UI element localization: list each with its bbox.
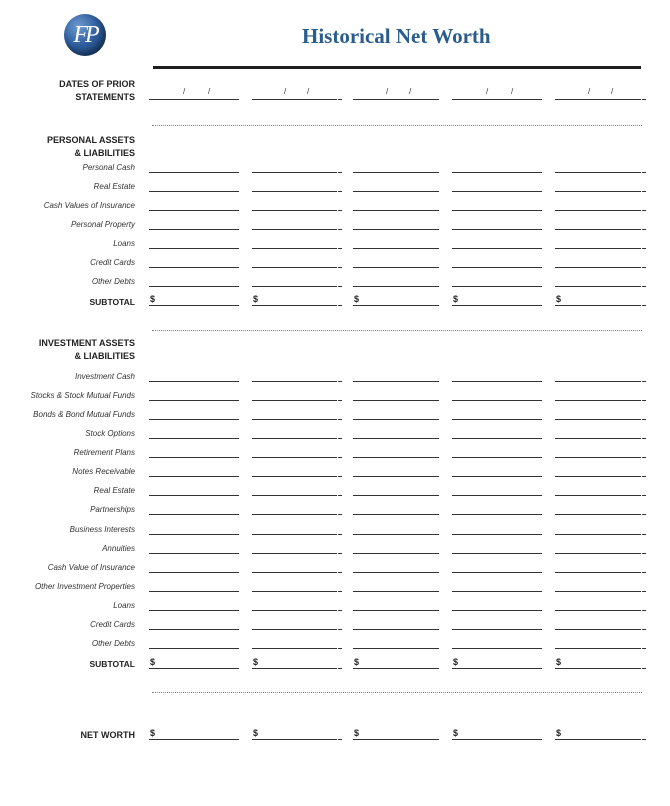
personal-subtotal-field-col5-tick (642, 305, 646, 306)
personal-row-field-col4[interactable] (452, 267, 542, 268)
investment-row-field-col2[interactable] (252, 514, 337, 515)
personal-row-label: Other Debts (91, 277, 135, 286)
investment-row-field-col1[interactable] (149, 457, 239, 458)
investment-row-field-col5-tick (642, 400, 646, 401)
investment-row-field-col3[interactable] (353, 438, 439, 439)
investment-row-field-col5-tick (642, 438, 646, 439)
personal-row-field-col5[interactable] (555, 229, 641, 230)
investment-row-field-col4[interactable] (452, 591, 542, 592)
investment-row-field-col5-tick (642, 534, 646, 535)
investment-row-field-col3[interactable] (353, 629, 439, 630)
personal-row-field-col2-tick (338, 172, 342, 173)
personal-subtotal-currency-col3: $ (354, 294, 360, 304)
personal-subtotal-field-col5[interactable] (555, 305, 641, 306)
investment-row-field-col5-tick (642, 419, 646, 420)
personal-section-heading: PERSONAL ASSETS & LIABILITIES (46, 135, 135, 158)
investment-subtotal-currency-col4: $ (453, 657, 459, 667)
investment-row-label: Real Estate (93, 486, 135, 495)
investment-row-field-col1[interactable] (149, 438, 239, 439)
investment-subtotal-field-col3[interactable] (353, 668, 439, 669)
personal-row-field-col4[interactable] (452, 191, 542, 192)
investment-row-field-col4[interactable] (452, 476, 542, 477)
date-field-col5[interactable] (555, 99, 641, 100)
investment-row-label: Retirement Plans (73, 448, 135, 457)
investment-row-field-col5-tick (642, 610, 646, 611)
personal-row-field-col1[interactable] (149, 267, 239, 268)
personal-row-field-col3[interactable] (353, 267, 439, 268)
investment-row-field-col5[interactable] (555, 495, 641, 496)
investment-row-label: Other Investment Properties (34, 582, 135, 591)
personal-subtotal-field-col1[interactable] (149, 305, 239, 306)
investment-row-label: Annuities (102, 544, 135, 553)
investment-row-label: Business Interests (69, 525, 135, 534)
investment-row-field-col2[interactable] (252, 591, 337, 592)
personal-row-field-col5-tick (642, 172, 646, 173)
investment-row-field-col3[interactable] (353, 553, 439, 554)
personal-row-field-col3[interactable] (353, 210, 439, 211)
investment-row-field-col4[interactable] (452, 572, 542, 573)
personal-subtotal-field-col2-tick (338, 305, 342, 306)
personal-row-field-col4[interactable] (452, 286, 542, 287)
net-worth-currency-col1: $ (150, 728, 156, 738)
investment-row-field-col3[interactable] (353, 610, 439, 611)
personal-row-label: Loans (113, 239, 135, 248)
investment-row-label: Cash Value of Insurance (47, 563, 135, 572)
investment-row-field-col5[interactable] (555, 591, 641, 592)
investment-row-field-col2[interactable] (252, 400, 337, 401)
investment-row-field-col5-tick (642, 553, 646, 554)
personal-row-field-col1[interactable] (149, 210, 239, 211)
net-worth-currency-col5: $ (556, 728, 562, 738)
date-slash: / (284, 87, 287, 96)
investment-row-field-col2[interactable] (252, 648, 337, 649)
personal-row-field-col5[interactable] (555, 286, 641, 287)
date-field-col2[interactable] (252, 99, 337, 100)
investment-row-field-col2-tick (338, 553, 342, 554)
investment-row-field-col3[interactable] (353, 419, 439, 420)
date-slash: / (511, 87, 514, 96)
investment-row-field-col4[interactable] (452, 629, 542, 630)
investment-row-field-col5-tick (642, 381, 646, 382)
investment-row-field-col4[interactable] (452, 553, 542, 554)
investment-row-field-col1[interactable] (149, 648, 239, 649)
investment-row-field-col3[interactable] (353, 648, 439, 649)
investment-row-label: Loans (113, 601, 135, 610)
investment-subtotal-field-col2-tick (338, 668, 342, 669)
dates-label: DATES OF PRIOR STATEMENTS (59, 79, 135, 102)
investment-row-field-col5-tick (642, 514, 646, 515)
investment-row-field-col1[interactable] (149, 591, 239, 592)
personal-row-field-col1[interactable] (149, 172, 239, 173)
date-slash: / (386, 87, 389, 96)
personal-row-field-col2[interactable] (252, 286, 337, 287)
page-title: Historical Net Worth (302, 24, 491, 48)
personal-subtotal-field-col4[interactable] (452, 305, 542, 306)
personal-row-field-col4[interactable] (452, 172, 542, 173)
personal-row-field-col5[interactable] (555, 172, 641, 173)
net-worth-currency-col3: $ (354, 728, 360, 738)
net-worth-field-col4[interactable] (452, 739, 542, 740)
investment-row-field-col2-tick (338, 610, 342, 611)
investment-subtotal-label: SUBTOTAL (89, 659, 135, 669)
personal-subtotal-currency-col5: $ (556, 294, 562, 304)
investment-row-field-col2-tick (338, 495, 342, 496)
investment-row-field-col5[interactable] (555, 610, 641, 611)
date-field-col4[interactable] (452, 99, 542, 100)
investment-row-field-col1[interactable] (149, 629, 239, 630)
investment-row-field-col3[interactable] (353, 534, 439, 535)
personal-row-field-col5-tick (642, 267, 646, 268)
personal-row-field-col3[interactable] (353, 191, 439, 192)
personal-row-field-col3[interactable] (353, 172, 439, 173)
net-worth-field-col2-tick (338, 739, 342, 740)
investment-row-field-col3[interactable] (353, 400, 439, 401)
investment-row-label: Stock Options (85, 429, 135, 438)
investment-row-field-col3[interactable] (353, 381, 439, 382)
investment-row-field-col5-tick (642, 457, 646, 458)
personal-row-label: Personal Property (70, 220, 135, 229)
investment-row-field-col2-tick (338, 591, 342, 592)
personal-row-field-col5-tick (642, 210, 646, 211)
logo-monogram: FP (73, 22, 97, 48)
personal-row-field-col5[interactable] (555, 210, 641, 211)
net-worth-field-col2[interactable] (252, 739, 337, 740)
investment-row-field-col5[interactable] (555, 572, 641, 573)
investment-row-field-col5-tick (642, 495, 646, 496)
personal-row-field-col1[interactable] (149, 229, 239, 230)
personal-row-field-col2[interactable] (252, 229, 337, 230)
investment-row-field-col5[interactable] (555, 457, 641, 458)
personal-row-label: Real Estate (93, 182, 135, 191)
investment-row-field-col2[interactable] (252, 534, 337, 535)
investment-row-field-col2-tick (338, 457, 342, 458)
personal-row-field-col5-tick (642, 229, 646, 230)
date-slash: / (486, 87, 489, 96)
investment-row-field-col4[interactable] (452, 514, 542, 515)
investment-subtotal-currency-col3: $ (354, 657, 360, 667)
investment-row-field-col2[interactable] (252, 610, 337, 611)
date-field-col2-tick (338, 99, 342, 100)
investment-row-field-col2-tick (338, 514, 342, 515)
net-worth-field-col3[interactable] (353, 739, 439, 740)
investment-row-field-col5[interactable] (555, 438, 641, 439)
investment-row-field-col5[interactable] (555, 400, 641, 401)
investment-row-field-col4[interactable] (452, 648, 542, 649)
investment-row-field-col2-tick (338, 572, 342, 573)
investment-row-label: Investment Cash (74, 372, 135, 381)
investment-row-field-col2-tick (338, 419, 342, 420)
investment-row-field-col5[interactable] (555, 629, 641, 630)
personal-row-field-col5[interactable] (555, 191, 641, 192)
personal-row-field-col5-tick (642, 248, 646, 249)
personal-row-field-col2-tick (338, 191, 342, 192)
investment-row-field-col3[interactable] (353, 572, 439, 573)
investment-subtotal-field-col1[interactable] (149, 668, 239, 669)
personal-subtotal-currency-col2: $ (253, 294, 259, 304)
investment-row-field-col4[interactable] (452, 457, 542, 458)
investment-row-field-col2[interactable] (252, 553, 337, 554)
date-slash: / (183, 87, 186, 96)
personal-row-field-col2-tick (338, 210, 342, 211)
net-worth-field-col1[interactable] (149, 739, 239, 740)
personal-row-field-col5-tick (642, 286, 646, 287)
investment-row-field-col1[interactable] (149, 400, 239, 401)
investment-row-field-col5-tick (642, 591, 646, 592)
investment-row-field-col2[interactable] (252, 495, 337, 496)
investment-row-field-col2-tick (338, 534, 342, 535)
investment-row-field-col2[interactable] (252, 476, 337, 477)
investment-row-field-col3[interactable] (353, 495, 439, 496)
investment-row-field-col3[interactable] (353, 476, 439, 477)
investment-row-field-col2-tick (338, 438, 342, 439)
personal-row-field-col2-tick (338, 267, 342, 268)
investment-subtotal-field-col2[interactable] (252, 668, 337, 669)
investment-row-field-col2-tick (338, 629, 342, 630)
personal-row-field-col2[interactable] (252, 172, 337, 173)
personal-row-field-col5[interactable] (555, 267, 641, 268)
personal-row-field-col1[interactable] (149, 191, 239, 192)
investment-row-field-col1[interactable] (149, 572, 239, 573)
date-slash: / (208, 87, 211, 96)
investment-subtotal-currency-col2: $ (253, 657, 259, 667)
dotted-divider (152, 330, 642, 331)
personal-row-field-col1[interactable] (149, 286, 239, 287)
investment-row-field-col2[interactable] (252, 438, 337, 439)
investment-row-field-col2-tick (338, 476, 342, 477)
investment-row-field-col4[interactable] (452, 381, 542, 382)
investment-row-field-col5[interactable] (555, 553, 641, 554)
investment-row-field-col5[interactable] (555, 514, 641, 515)
investment-row-field-col1[interactable] (149, 419, 239, 420)
net-worth-currency-col4: $ (453, 728, 459, 738)
personal-row-label: Credit Cards (90, 258, 135, 267)
investment-row-field-col4[interactable] (452, 610, 542, 611)
dotted-divider (152, 692, 642, 693)
logo (64, 14, 106, 56)
personal-row-field-col2[interactable] (252, 248, 337, 249)
personal-subtotal-label: SUBTOTAL (89, 297, 135, 307)
investment-row-field-col2[interactable] (252, 572, 337, 573)
investment-row-label: Partnerships (90, 505, 135, 514)
investment-row-field-col5[interactable] (555, 534, 641, 535)
investment-row-field-col2[interactable] (252, 419, 337, 420)
investment-row-field-col2-tick (338, 381, 342, 382)
investment-subtotal-field-col5[interactable] (555, 668, 641, 669)
investment-subtotal-currency-col5: $ (556, 657, 562, 667)
date-field-col1[interactable] (149, 99, 239, 100)
investment-row-field-col4[interactable] (452, 495, 542, 496)
investment-section-heading: INVESTMENT ASSETS & LIABILITIES (38, 338, 135, 361)
investment-row-field-col1[interactable] (149, 553, 239, 554)
personal-row-field-col3[interactable] (353, 229, 439, 230)
personal-row-field-col2[interactable] (252, 210, 337, 211)
investment-row-field-col5-tick (642, 648, 646, 649)
personal-row-field-col4[interactable] (452, 229, 542, 230)
investment-row-field-col1[interactable] (149, 495, 239, 496)
investment-row-field-col1[interactable] (149, 534, 239, 535)
investment-row-field-col3[interactable] (353, 457, 439, 458)
investment-row-field-col5-tick (642, 476, 646, 477)
personal-subtotal-currency-col1: $ (150, 294, 156, 304)
investment-row-field-col2[interactable] (252, 629, 337, 630)
investment-row-field-col4[interactable] (452, 534, 542, 535)
investment-row-field-col3[interactable] (353, 591, 439, 592)
investment-subtotal-field-col4[interactable] (452, 668, 542, 669)
date-slash: / (307, 87, 310, 96)
investment-row-field-col5-tick (642, 572, 646, 573)
personal-row-field-col1[interactable] (149, 248, 239, 249)
personal-subtotal-field-col2[interactable] (252, 305, 337, 306)
date-slash: / (588, 87, 591, 96)
investment-row-field-col4[interactable] (452, 438, 542, 439)
personal-row-field-col3[interactable] (353, 286, 439, 287)
personal-subtotal-field-col3[interactable] (353, 305, 439, 306)
net-worth-currency-col2: $ (253, 728, 259, 738)
investment-row-field-col4[interactable] (452, 400, 542, 401)
personal-subtotal-currency-col4: $ (453, 294, 459, 304)
investment-row-field-col1[interactable] (149, 514, 239, 515)
investment-row-field-col1[interactable] (149, 381, 239, 382)
date-field-col5-tick (642, 99, 646, 100)
investment-row-field-col5-tick (642, 629, 646, 630)
investment-subtotal-currency-col1: $ (150, 657, 156, 667)
investment-row-field-col1[interactable] (149, 476, 239, 477)
investment-row-label: Credit Cards (90, 620, 135, 629)
personal-row-field-col2[interactable] (252, 267, 337, 268)
investment-subtotal-field-col5-tick (642, 668, 646, 669)
personal-row-field-col2-tick (338, 286, 342, 287)
investment-row-field-col5[interactable] (555, 476, 641, 477)
net-worth-field-col5-tick (642, 739, 646, 740)
investment-row-field-col1[interactable] (149, 610, 239, 611)
personal-row-field-col5-tick (642, 191, 646, 192)
investment-row-field-col2-tick (338, 648, 342, 649)
investment-row-field-col2-tick (338, 400, 342, 401)
investment-row-field-col2[interactable] (252, 457, 337, 458)
personal-row-field-col2[interactable] (252, 191, 337, 192)
investment-row-field-col5[interactable] (555, 419, 641, 420)
net-worth-label: NET WORTH (80, 730, 135, 740)
investment-row-field-col2[interactable] (252, 381, 337, 382)
dotted-divider (152, 125, 642, 126)
personal-row-field-col2-tick (338, 229, 342, 230)
investment-row-label: Notes Receivable (72, 467, 135, 476)
date-slash: / (611, 87, 614, 96)
investment-row-field-col5[interactable] (555, 381, 641, 382)
investment-row-field-col3[interactable] (353, 514, 439, 515)
personal-row-field-col5[interactable] (555, 248, 641, 249)
investment-row-field-col5[interactable] (555, 648, 641, 649)
net-worth-field-col5[interactable] (555, 739, 641, 740)
header-rule (153, 66, 641, 69)
investment-row-label: Bonds & Bond Mutual Funds (33, 410, 135, 419)
personal-row-field-col2-tick (338, 248, 342, 249)
personal-row-field-col4[interactable] (452, 210, 542, 211)
personal-row-field-col4[interactable] (452, 248, 542, 249)
date-field-col3[interactable] (353, 99, 439, 100)
investment-row-label: Other Debts (91, 639, 135, 648)
personal-row-label: Personal Cash (82, 163, 135, 172)
date-slash: / (409, 87, 412, 96)
investment-row-field-col4[interactable] (452, 419, 542, 420)
investment-row-label: Stocks & Stock Mutual Funds (30, 391, 135, 400)
personal-row-label: Cash Values of Insurance (43, 201, 135, 210)
personal-row-field-col3[interactable] (353, 248, 439, 249)
